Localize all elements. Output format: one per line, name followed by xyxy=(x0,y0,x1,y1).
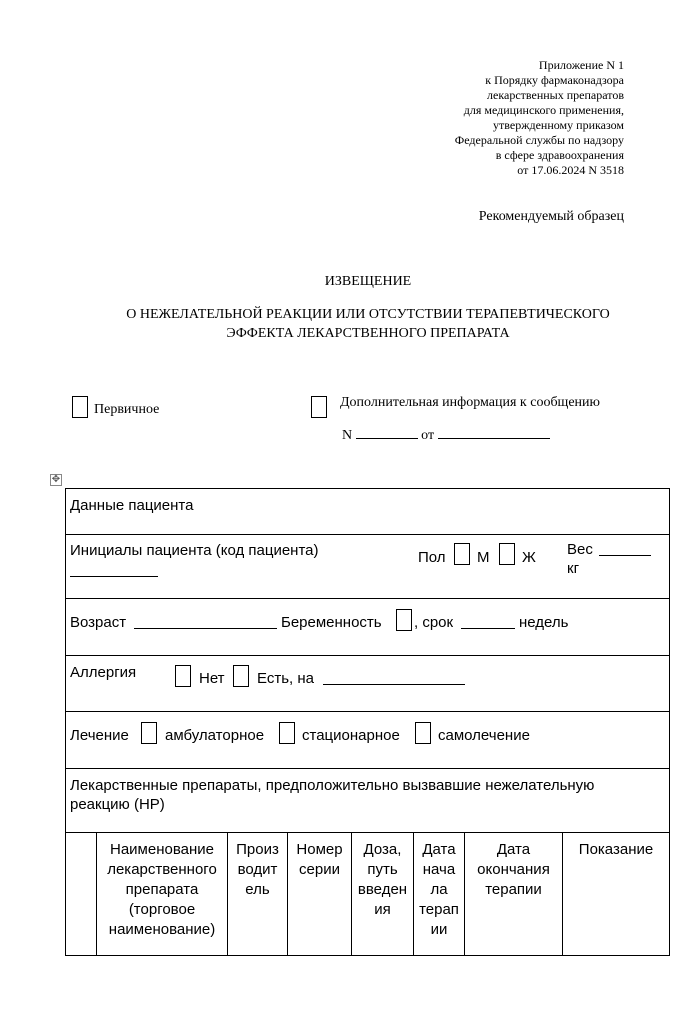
appendix-line: от 17.06.2024 N 3518 xyxy=(517,163,624,177)
male-checkbox[interactable] xyxy=(454,543,470,565)
appendix-note xyxy=(324,58,624,178)
column-start-date-line: терап xyxy=(419,901,459,918)
age-field[interactable] xyxy=(134,616,277,629)
additional-info-checkbox[interactable] xyxy=(311,396,327,418)
sample-label: Рекомендуемый образец xyxy=(478,209,624,224)
appendix-line: Федеральной службы по надзору xyxy=(454,133,624,147)
column-manufacturer-line: водит xyxy=(237,861,278,878)
column-start-date-line: Дата xyxy=(422,841,456,858)
age-label: Возраст xyxy=(70,614,127,631)
allergy-yes-label: Есть, на xyxy=(257,670,314,687)
table-row xyxy=(66,489,669,535)
column-manufacturer-line: Произ xyxy=(236,841,279,858)
pregnancy-checkbox[interactable] xyxy=(396,609,412,631)
primary-checkbox[interactable] xyxy=(72,396,88,418)
self-treatment-label: самолечение xyxy=(438,727,530,744)
patient-data-table xyxy=(65,488,670,956)
table-row xyxy=(66,656,669,712)
table-row xyxy=(66,769,669,833)
column-end-date-line: Дата xyxy=(496,841,531,858)
appendix-line: в сфере здравоохранения xyxy=(495,148,624,162)
allergy-label: Аллергия xyxy=(70,664,137,681)
primary-report-option xyxy=(72,396,159,418)
column-drug-name xyxy=(97,833,228,955)
suspect-drugs-line: Лекарственные препараты, предположительно вызвавшие нежелательную xyxy=(70,777,595,794)
column-end-date-line: окончания xyxy=(477,861,550,878)
column-drug-name-line: препарата xyxy=(125,881,199,898)
weeks-label: недель xyxy=(519,614,569,631)
column-dose-route-line: Доза, xyxy=(363,841,402,858)
column-manufacturer-line: ель xyxy=(245,881,270,898)
message-date-field[interactable] xyxy=(438,426,550,439)
suspect-drugs-heading xyxy=(70,776,594,814)
additional-report-option xyxy=(311,396,600,418)
document-title: ИЗВЕЩЕНИЕ xyxy=(324,274,412,289)
self-treatment-checkbox[interactable] xyxy=(415,722,431,744)
appendix-line: Приложение N 1 xyxy=(538,58,624,72)
weight-field[interactable] xyxy=(599,543,651,556)
column-dose-route-line: путь xyxy=(367,861,398,878)
additional-info-label: Дополнительная информация к сообщению xyxy=(340,395,600,411)
column-manufacturer xyxy=(228,833,288,955)
primary-label: Первичное xyxy=(94,402,160,418)
column-drug-name-line: (торговое xyxy=(128,901,196,918)
number-label: N xyxy=(342,428,353,443)
table-row xyxy=(66,535,669,599)
from-label: от xyxy=(421,428,435,443)
column-dose-route-line: введен xyxy=(357,881,408,898)
outpatient-label: амбулаторное xyxy=(165,727,265,744)
column-number xyxy=(66,833,97,955)
subtitle-line: О НЕЖЕЛАТЕЛЬНОЙ РЕАКЦИИ ИЛИ ОТСУТСТВИИ ТЕРАПЕВТИЧЕСКОГО xyxy=(126,307,610,322)
suspect-drugs-line: реакцию (НР) xyxy=(70,796,165,813)
column-end-date xyxy=(465,833,563,955)
column-start-date-line: ии xyxy=(430,921,448,938)
table-row xyxy=(66,712,669,769)
pregnancy-label: Беременность xyxy=(281,614,382,631)
drug-columns-header xyxy=(66,833,669,955)
allergy-no-label: Нет xyxy=(199,670,225,687)
male-label: М xyxy=(477,549,490,566)
table-move-handle-icon[interactable]: ✥ xyxy=(51,474,61,485)
allergy-yes-checkbox[interactable] xyxy=(233,665,249,687)
weight-label: Вес xyxy=(567,541,593,558)
initials-label: Инициалы пациента (код пациента) xyxy=(70,542,319,559)
column-drug-name-line: Наименование xyxy=(110,841,214,858)
appendix-line: к Порядку фармаконадзора xyxy=(485,73,624,87)
allergy-no-checkbox[interactable] xyxy=(175,665,191,687)
column-batch-number-line: Номер xyxy=(296,841,343,858)
column-drug-name-line: лекарственного xyxy=(107,861,217,878)
appendix-line: утвержденному приказом xyxy=(493,118,624,132)
column-end-date-line: терапии xyxy=(485,881,542,898)
column-dose-route xyxy=(352,833,414,955)
allergy-field[interactable] xyxy=(323,672,465,685)
subtitle-line: ЭФФЕКТА ЛЕКАРСТВЕННОГО ПРЕПАРАТА xyxy=(226,326,510,341)
inpatient-checkbox[interactable] xyxy=(279,722,295,744)
column-drug-name-line: наименование) xyxy=(108,921,216,938)
column-indication xyxy=(563,833,669,955)
treatment-label: Лечение xyxy=(70,727,129,744)
initials-field[interactable] xyxy=(70,564,158,577)
document-subtitle xyxy=(60,305,676,343)
female-label: Ж xyxy=(522,549,536,566)
message-reference xyxy=(342,426,550,444)
term-label: , срок xyxy=(414,614,454,631)
patient-data-heading: Данные пациента xyxy=(70,497,194,514)
sex-label: Пол xyxy=(418,549,446,566)
appendix-line: для медицинского применения, xyxy=(463,103,624,117)
outpatient-checkbox[interactable] xyxy=(141,722,157,744)
column-batch-number-line: серии xyxy=(299,861,340,878)
column-indication-line: Показание xyxy=(578,841,654,858)
column-start-date xyxy=(414,833,465,955)
female-checkbox[interactable] xyxy=(499,543,515,565)
weight-unit: кг xyxy=(567,560,580,577)
table-row xyxy=(66,599,669,656)
column-start-date-line: нача xyxy=(422,861,456,878)
pregnancy-term-field[interactable] xyxy=(461,616,515,629)
message-number-field[interactable] xyxy=(356,426,418,439)
column-start-date-line: ла xyxy=(430,881,448,898)
inpatient-label: стационарное xyxy=(302,727,400,744)
appendix-line: лекарственных препаратов xyxy=(487,88,624,102)
column-batch-number xyxy=(288,833,352,955)
column-dose-route-line: ия xyxy=(374,901,391,918)
